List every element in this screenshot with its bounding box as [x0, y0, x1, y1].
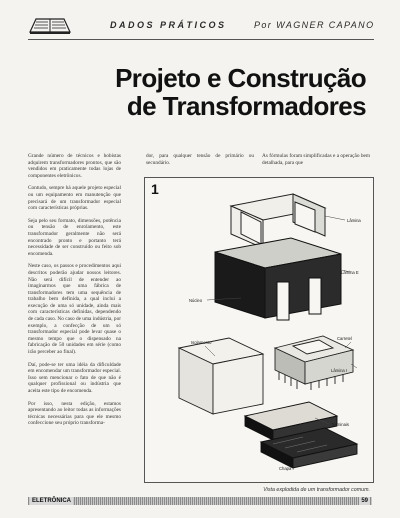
article-column-1 [28, 153, 121, 433]
paragraph: Seja pelo seu formato, dimensões, potência ou tensão de enrolamento, este transformador geralmente não será encontrado pronto e portanto terá necessidade de ser construído ou feito sob encomenda. [28, 217, 121, 257]
header-divider [28, 39, 374, 40]
label-top-frame: Lâmina [347, 218, 361, 223]
exploded-view-figure [144, 177, 374, 483]
label-core: Núcleo [189, 298, 203, 303]
article-title-line-2: de Transformadores [126, 91, 366, 121]
paragraph: Grande número de técnicos e hobistas adquirem transformadores prontos, que são vendidos em praticamente todas lojas de componentes eletrônicos. [28, 153, 121, 179]
magazine-logo-icon [28, 16, 72, 36]
paragraph: dor, para qualquer tensão de primário ou secundário. [146, 153, 254, 166]
article-column-3 [262, 153, 370, 172]
insulation-block-drawing [179, 338, 263, 414]
e-core-drawing [215, 238, 341, 320]
coil-block-drawing [275, 336, 353, 390]
section-title: DADOS PRÁTICOS [110, 20, 227, 30]
article-column-2 [146, 153, 254, 172]
label-e-core: Lâmina E [341, 270, 359, 275]
label-insulation: Isolamento [191, 340, 212, 345]
article-title-line-1: Projeto e Construção [115, 63, 366, 93]
footer-page-number: 59 [361, 498, 368, 504]
footer-magazine-name: ELETRÔNICA [32, 498, 71, 504]
transformer-exploded-drawing [145, 178, 373, 482]
author-byline: Por WAGNER CAPANO [254, 20, 375, 30]
paragraph: Neste caso, os passos e procedimentos aqui descritos poderão ajudar nossos leitores. Não será difícil de entender ao imaginarmos que uma fábrica de transformadores tem uma sequência de trabalho bem definida, a qual inclui a execução de uma só unidade, ainda mais com características definidas, dependendo de cada caso. No caso de uma indústria, por exemplo, a confecção de um só transformador especial pode levar quase o mesmo tempo que o dispensado na fabricação de 50 unidades em série (como irão perceber ao final). [28, 263, 121, 356]
footer-bar [28, 497, 372, 505]
label-terminal-strip: Terminais [331, 422, 349, 427]
label-winding: Carretel [337, 336, 352, 341]
article-title [115, 64, 366, 120]
paragraph: Por isso, nesta edição, estamos apresentando ao leitor todas as informações técnicas necessárias para que ele mesmo confeccione seu próprio transforma- [28, 400, 121, 427]
figure-caption: Vista explodida de um transformador comum. [263, 487, 370, 493]
label-i-core: Lâmina I [331, 368, 348, 373]
figure-number: 1 [151, 181, 159, 197]
paragraph: Contudo, sempre há aquele projeto especial ou um equipamento em manutenção que precisará de um transformador especial com características próprias. [28, 185, 121, 212]
paragraph: As fórmulas foram simplificadas e a operação bem detalhada, para que [262, 153, 370, 166]
label-bottom-plate: Chapa I [279, 466, 294, 471]
paragraph: Daí, pode-se ter uma idéia da dificuldade em encomendar um transformador especial. Isso sem mencionar o fato de que não é qualquer profissional ou indústria que aceita este tipo de encomenda. [28, 361, 121, 394]
